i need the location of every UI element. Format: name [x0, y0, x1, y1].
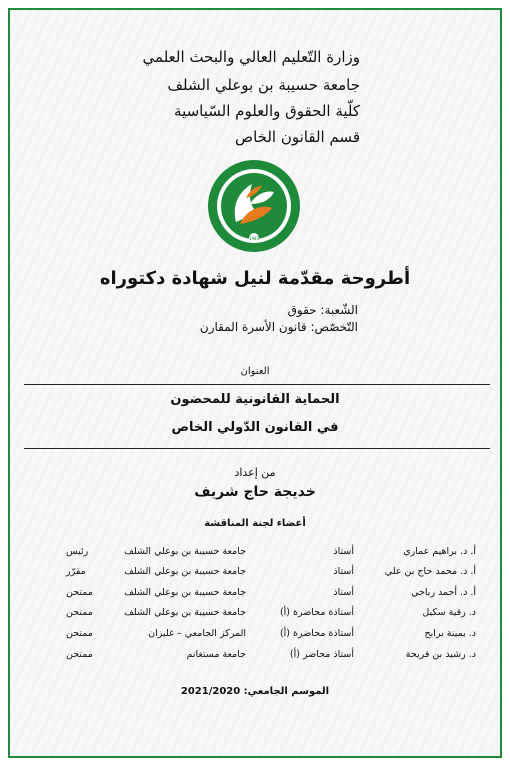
- member-university: جامعة حسيبة بن بوعلي الشلف: [124, 566, 246, 577]
- member-name: د. رشيد بن فريحة: [405, 649, 476, 660]
- ministry-line: وزارة التّعليم العالي والبحث العلمي: [142, 48, 360, 66]
- thesis-title-line1: الحماية القانونية للمحضون: [170, 392, 340, 407]
- faculty-line: كلّية الحقوق والعلوم السّياسية: [174, 102, 360, 120]
- committee-row: [0, 607, 510, 621]
- member-rank: أستاذ: [333, 566, 354, 577]
- svg-text:1983: 1983: [248, 236, 260, 241]
- title-label: العنوان: [240, 366, 270, 377]
- member-name: أ. د. أحمد رباحي: [411, 587, 476, 598]
- member-role: ممتحن: [66, 628, 93, 639]
- member-university: المركز الجامعي – غليزان: [148, 628, 246, 639]
- university-line: جامعة حسيبة بن بوعلي الشلف: [167, 76, 360, 94]
- thesis-type: أطروحة مقدّمة لنيل شهادة دكتوراه: [99, 268, 411, 289]
- divider-top: [24, 384, 490, 385]
- department-line: قسم القانون الخاص: [234, 128, 360, 146]
- member-university: جامعة حسيبة بن بوعلي الشلف: [124, 607, 246, 618]
- member-role: ممتحن: [66, 607, 93, 618]
- specialty-line: التّخصّص: قانون الأسرة المقارن: [199, 320, 358, 334]
- member-rank: أستاذ: [333, 546, 354, 557]
- member-rank: أستاذ محاضر (أ): [289, 649, 354, 660]
- committee-row: [0, 628, 510, 642]
- committee-row: [0, 566, 510, 580]
- academic-season: الموسم الجامعي: 2021/2020: [180, 686, 330, 697]
- member-role: رئيس: [66, 546, 89, 557]
- member-name: أ. د. محمد حاج بن علي: [384, 566, 476, 577]
- member-university: جامعة حسيبة بن بوعلي الشلف: [124, 546, 246, 557]
- divider-bottom: [24, 448, 490, 449]
- committee-row: [0, 649, 510, 663]
- member-name: د. رقية سكيل: [422, 607, 476, 618]
- thesis-title-line2: في القانون الدّولي الخاص: [171, 420, 339, 435]
- member-university: جامعة حسيبة بن بوعلي الشلف: [124, 587, 246, 598]
- member-role: مقرّر: [66, 566, 86, 577]
- member-name: أ. د. براهيم عماري: [403, 546, 476, 557]
- branch-line: الشّعبة: حقوق: [287, 303, 358, 317]
- member-rank: أستاذ: [333, 587, 354, 598]
- committee-row: [0, 546, 510, 560]
- member-rank: أستاذة محاضرة (أ): [279, 607, 354, 618]
- author-name: خديجة حاج شريف: [194, 484, 316, 500]
- university-seal-icon: [206, 158, 302, 254]
- page-border: [8, 8, 502, 758]
- committee-heading: أعضاء لجنة المناقشة: [204, 518, 306, 529]
- member-rank: أستاذة محاضرة (أ): [279, 628, 354, 639]
- member-role: ممتحن: [66, 587, 93, 598]
- author-label: من إعداد: [234, 466, 276, 479]
- committee-row: [0, 587, 510, 601]
- member-role: ممتحن: [66, 649, 93, 660]
- member-university: جامعة مستغانم: [186, 649, 246, 660]
- member-name: د. يمينة برابح: [424, 628, 476, 639]
